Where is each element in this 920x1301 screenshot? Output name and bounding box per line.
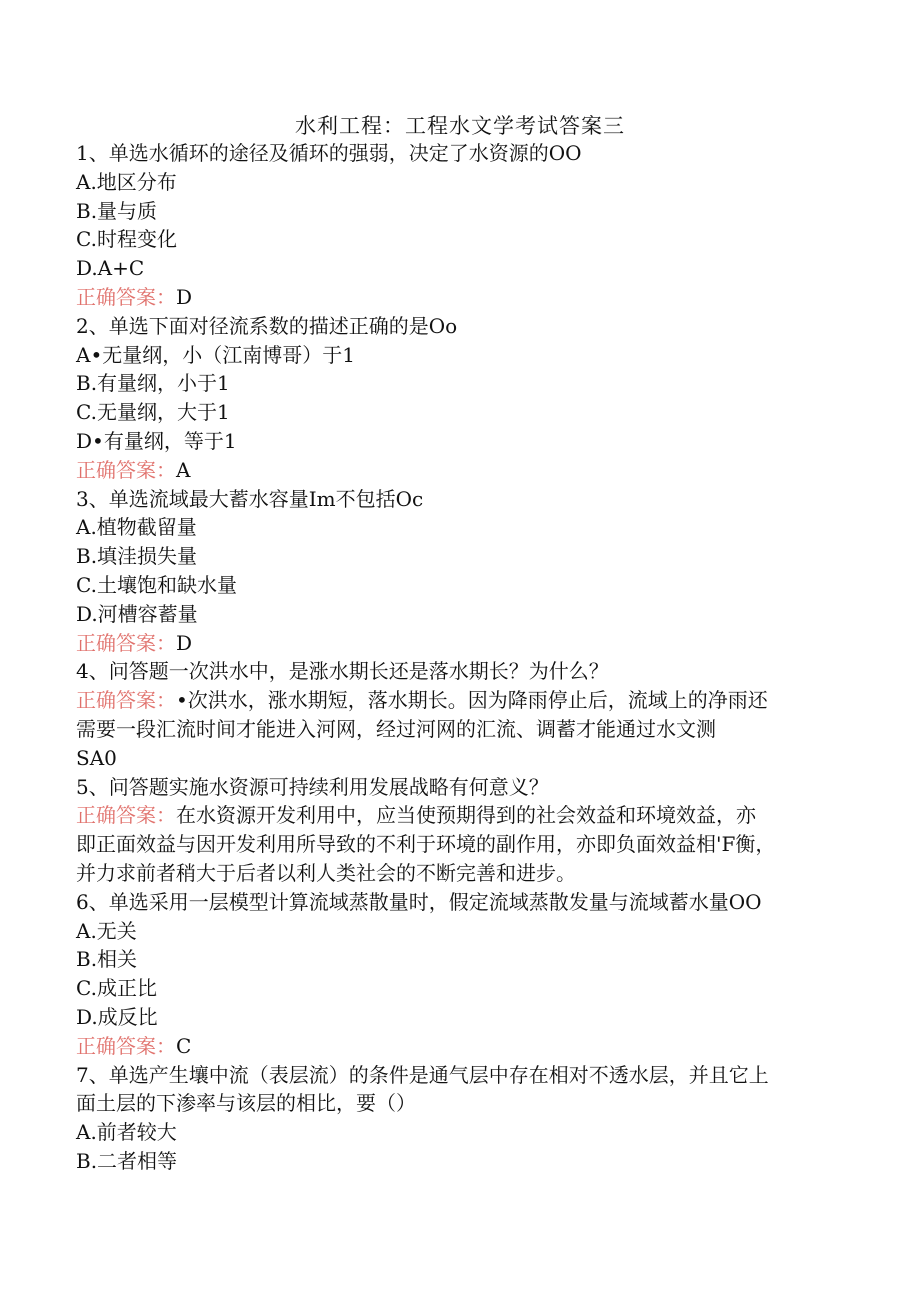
- option-line: A.无关: [76, 918, 137, 943]
- answer-text: C: [176, 1033, 192, 1058]
- document-body: [76, 139, 828, 1176]
- answer-label: 正确答案：: [76, 630, 176, 655]
- option-line: D•有量纲，等于1: [76, 428, 237, 453]
- option-line: C.时程变化: [76, 227, 177, 252]
- question-line: 2、单选下面对径流系数的描述正确的是Oo: [76, 313, 458, 338]
- option-line: A.植物截留量: [76, 515, 197, 540]
- option-line: A.地区分布: [76, 169, 177, 194]
- answer-label: 正确答案：: [76, 457, 176, 482]
- answer-line: [76, 629, 828, 658]
- question-line: 3、单选流域最大蓄水容量Im不包括Oc: [76, 486, 424, 511]
- option-line: D.A+C: [76, 256, 145, 281]
- option-line: B.量与质: [76, 198, 158, 223]
- answer-label: 正确答案：: [76, 1033, 176, 1058]
- answer-label: 正确答案：: [76, 803, 176, 828]
- option-line: SA0: [76, 745, 117, 770]
- option-line: D.河槽容蓄量: [76, 601, 198, 626]
- answer-label: 正确答案：: [76, 688, 176, 713]
- option-line: C.无量纲，大于1: [76, 400, 230, 425]
- option-line: 需要一段汇流时间才能进入河网，经过河网的汇流、调蓄才能通过水文测: [76, 716, 716, 741]
- option-line: B.有量纲，小于1: [76, 371, 230, 396]
- answer-text: D: [176, 284, 193, 309]
- option-line: B.相关: [76, 947, 138, 972]
- answer-label: 正确答案：: [76, 284, 176, 309]
- question-line: 7、单选产生壤中流（表层流）的条件是通气层中存在相对不透水层，并且它上: [76, 1062, 769, 1087]
- answer-line: [76, 801, 828, 830]
- option-line: A•无量纲，小（江南博哥）于1: [76, 342, 355, 367]
- option-line: A.前者较大: [76, 1120, 177, 1145]
- option-line: 并力求前者稍大于后者以利人类社会的不断完善和进步。: [76, 860, 576, 885]
- answer-text: 在水资源开发利用中，应当使预期得到的社会效益和环境效益，亦: [176, 803, 756, 828]
- question-line: 6、单选采用一层模型计算流域蒸散量时，假定流域蒸散发量与流域蓄水量OO: [76, 889, 762, 914]
- question-line: 1、单选水循环的途径及循环的强弱，决定了水资源的OO: [76, 141, 582, 165]
- answer-line: [76, 1032, 828, 1061]
- option-line: 即正面效益与因开发利用所导致的不利于环境的副作用，亦即负面效益相'F衡，: [76, 832, 776, 857]
- answer-line: [76, 686, 828, 715]
- question-line: 4、问答题一次洪水中，是涨水期长还是落水期长？为什么？: [76, 659, 609, 684]
- option-line: B.二者相等: [76, 1148, 178, 1173]
- answer-text: D: [176, 630, 193, 655]
- answer-text: •次洪水，涨水期短，落水期长。因为降雨停止后，流域上的净雨还: [176, 688, 768, 713]
- question-line: 5、问答题实施水资源可持续利用发展战略有何意义？: [76, 774, 549, 799]
- answer-text: A: [176, 457, 191, 482]
- option-line: C.土壤饱和缺水量: [76, 572, 237, 597]
- answer-line: [76, 283, 828, 312]
- document-title: 水利工程：工程水文学考试答案三: [295, 114, 625, 138]
- option-line: 面土层的下渗率与该层的相比，要（）: [76, 1091, 416, 1116]
- option-line: C.成正比: [76, 976, 157, 1001]
- option-line: B.填洼损失量: [76, 544, 198, 569]
- option-line: D.成反比: [76, 1004, 158, 1029]
- answer-line: [76, 456, 828, 485]
